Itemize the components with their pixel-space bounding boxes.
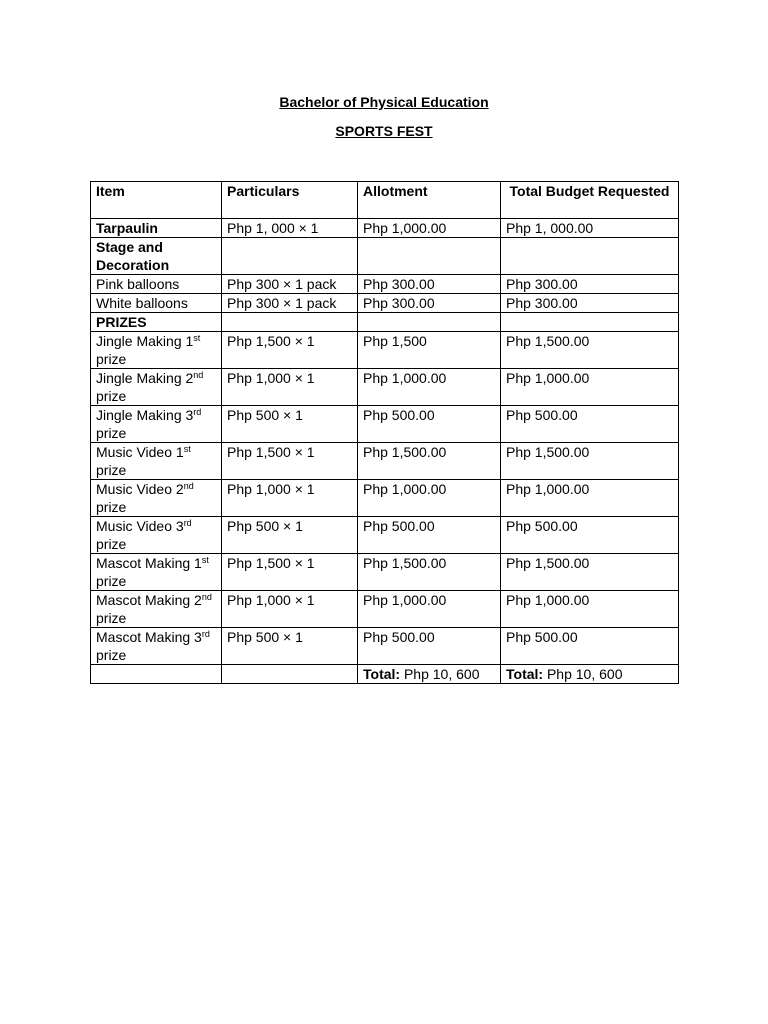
table-row — [91, 591, 679, 628]
cell-total: Php 1,500.00 — [501, 443, 679, 480]
cell-total — [501, 238, 679, 275]
header-total-budget: Total Budget Requested — [501, 182, 679, 219]
header-allotment: Allotment — [358, 182, 501, 219]
table-row — [91, 313, 679, 332]
cell-particulars: Php 500 × 1 — [222, 517, 358, 554]
cell-particulars: Php 500 × 1 — [222, 628, 358, 665]
cell-item: White balloons — [91, 294, 222, 313]
table-row — [91, 480, 679, 517]
total-value: Php 10, 600 — [400, 666, 480, 682]
cell-item: PRIZES — [91, 313, 222, 332]
cell-particulars: Php 1,500 × 1 — [222, 332, 358, 369]
total-value: Php 10, 600 — [543, 666, 623, 682]
cell-allotment: Php 1,500.00 — [358, 443, 501, 480]
cell-item: Mascot Making 2nd prize — [91, 591, 222, 628]
table-row — [91, 628, 679, 665]
cell-total: Php 300.00 — [501, 294, 679, 313]
cell-particulars — [222, 313, 358, 332]
cell-item: Music Video 3rd prize — [91, 517, 222, 554]
cell-total: Php 1,500.00 — [501, 554, 679, 591]
cell-item: Stage and Decoration — [91, 238, 222, 275]
cell-allotment: Php 1,000.00 — [358, 219, 501, 238]
cell-total: Php 1,500.00 — [501, 332, 679, 369]
cell-particulars: Php 1,000 × 1 — [222, 369, 358, 406]
cell-allotment — [358, 238, 501, 275]
cell-total: Php 500.00 — [501, 406, 679, 443]
cell-total: Php 1, 000.00 — [501, 219, 679, 238]
cell-total — [501, 313, 679, 332]
cell-item: Jingle Making 2nd prize — [91, 369, 222, 406]
table-row — [91, 219, 679, 238]
header-particulars: Particulars — [222, 182, 358, 219]
table-row — [91, 443, 679, 480]
table-row — [91, 554, 679, 591]
cell-total: Php 1,000.00 — [501, 480, 679, 517]
table-total-row — [91, 665, 679, 684]
cell-item: Mascot Making 3rd prize — [91, 628, 222, 665]
budget-table — [90, 181, 679, 684]
cell-particulars: Php 300 × 1 pack — [222, 294, 358, 313]
cell-allotment — [358, 313, 501, 332]
total-label: Total: — [506, 666, 544, 682]
cell-item: Jingle Making 3rd prize — [91, 406, 222, 443]
cell-allotment: Php 500.00 — [358, 517, 501, 554]
cell-total: Php 500.00 — [501, 517, 679, 554]
cell-particulars: Php 1,500 × 1 — [222, 554, 358, 591]
cell-allotment-total — [358, 665, 501, 684]
cell-budget-total — [501, 665, 679, 684]
cell-allotment: Php 1,000.00 — [358, 591, 501, 628]
cell-particulars: Php 1,000 × 1 — [222, 591, 358, 628]
table-row — [91, 238, 679, 275]
table-row — [91, 332, 679, 369]
cell-allotment: Php 1,500 — [358, 332, 501, 369]
cell-particulars — [222, 238, 358, 275]
cell-allotment: Php 500.00 — [358, 628, 501, 665]
cell-particulars: Php 1,500 × 1 — [222, 443, 358, 480]
cell-particulars: Php 500 × 1 — [222, 406, 358, 443]
cell-item: Tarpaulin — [91, 219, 222, 238]
cell-allotment: Php 300.00 — [358, 294, 501, 313]
cell-allotment: Php 1,000.00 — [358, 369, 501, 406]
table-header-row — [91, 182, 679, 219]
document-subtitle: SPORTS FEST — [335, 123, 433, 139]
cell-allotment: Php 500.00 — [358, 406, 501, 443]
cell-allotment: Php 300.00 — [358, 275, 501, 294]
cell-total: Php 1,000.00 — [501, 369, 679, 406]
cell-total: Php 500.00 — [501, 628, 679, 665]
table-row — [91, 294, 679, 313]
table-row — [91, 369, 679, 406]
table-row — [91, 406, 679, 443]
header-item: Item — [91, 182, 222, 219]
cell-item: Jingle Making 1st prize — [91, 332, 222, 369]
cell-particulars: Php 300 × 1 pack — [222, 275, 358, 294]
table-row — [91, 275, 679, 294]
total-label: Total: — [363, 666, 401, 682]
cell-item — [91, 665, 222, 684]
cell-particulars — [222, 665, 358, 684]
cell-item: Pink balloons — [91, 275, 222, 294]
cell-particulars: Php 1,000 × 1 — [222, 480, 358, 517]
cell-allotment: Php 1,500.00 — [358, 554, 501, 591]
cell-item: Music Video 1st prize — [91, 443, 222, 480]
cell-total: Php 300.00 — [501, 275, 679, 294]
table-row — [91, 517, 679, 554]
cell-total: Php 1,000.00 — [501, 591, 679, 628]
cell-allotment: Php 1,000.00 — [358, 480, 501, 517]
cell-item: Music Video 2nd prize — [91, 480, 222, 517]
cell-item: Mascot Making 1st prize — [91, 554, 222, 591]
document-title: Bachelor of Physical Education — [279, 94, 489, 110]
cell-particulars: Php 1, 000 × 1 — [222, 219, 358, 238]
